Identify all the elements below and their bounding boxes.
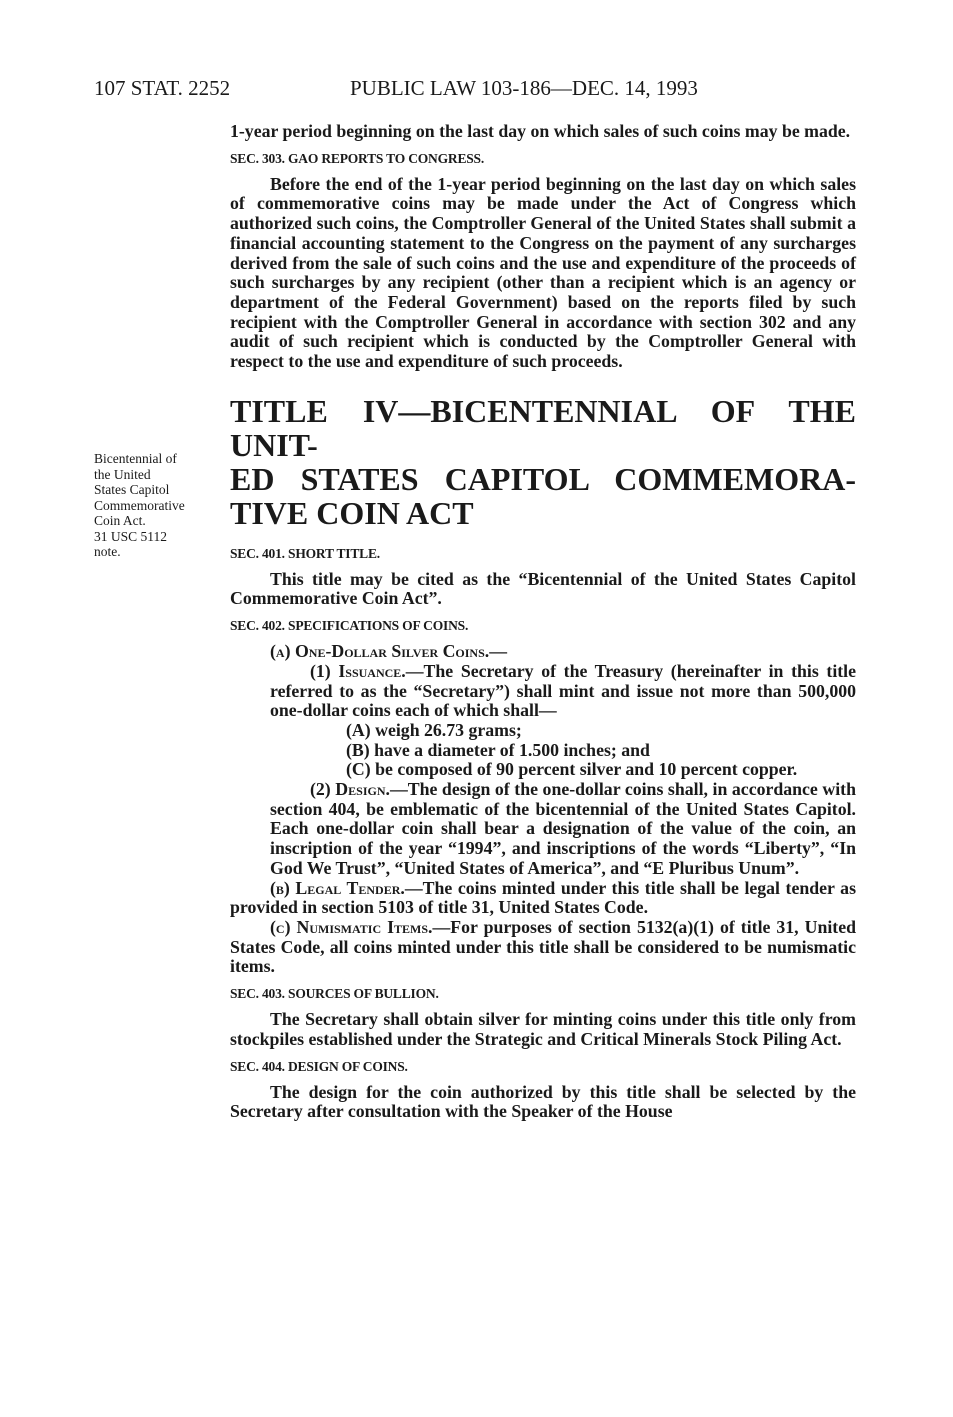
continuation-paragraph: 1-year period beginning on the last day on which sales of such coins may be made. — [230, 121, 851, 141]
margin-note-line: 31 USC 5112 — [94, 528, 168, 544]
page-number: 107 STAT. 2252 — [94, 76, 231, 100]
margin-note-line: the United — [94, 466, 151, 482]
margin-note — [94, 451, 224, 560]
clause-C: (C) be composed of 90 percent silver and 10 percent copper. — [346, 759, 798, 780]
section-heading-404: SEC. 404. DESIGN OF COINS. — [230, 1058, 408, 1074]
title-line: TITLE IV—BICENTENNIAL OF THE UNIT- — [230, 392, 856, 463]
clause-B: (B) have a diameter of 1.500 inches; and — [346, 739, 650, 760]
title-line: ED STATES CAPITOL COMMEMORA- — [230, 460, 856, 497]
margin-note-line: Bicentennial of — [94, 451, 177, 466]
margin-note-line: note. — [94, 544, 121, 559]
section-303-text: Before the end of the 1-year period beginning on the last day on which sales of commemorative coins may be made under the Act of Congress which authorized such coins, the Comptroller General of the United States shall submit a financial accounting statement to the Congress on the payment of any surcharges derived from the sale of such coins and the use and expenditure of the proceeds of such surcharges by any recipient (other than a recipient which is an agency or department of the Federal Government) based on the reports filed by such recipient with the Comptroller General in accordance with section 302 and any audit of such recipient which is conducted by the Comptroller General with respect to the use and expenditure of such proceeds. — [230, 173, 856, 372]
margin-note-line: Commemorative — [94, 497, 185, 513]
section-heading-403: SEC. 403. SOURCES OF BULLION. — [230, 986, 439, 1002]
law-title: PUBLIC LAW 103-186—DEC. 14, 1993 — [350, 76, 698, 100]
section-heading-303: SEC. 303. GAO REPORTS TO CONGRESS. — [230, 150, 485, 166]
section-401-text: This title may be cited as the “Bicentennial of the United States Capitol Commemorative Coin Act”. — [230, 568, 856, 609]
section-403-text: The Secretary shall obtain silver for minting coins under this title only from stockpiles established under the Strategic and Critical Minerals Stock Piling Act. — [230, 1009, 856, 1049]
subsection-c-numismatic: (c) Numismatic Items.—For purposes of section 5132(a)(1) of title 31, United States Code, all coins minted under this title shall be considered to be numismatic items. — [230, 916, 856, 977]
clause-A: (A) weigh 26.73 grams; — [346, 719, 522, 740]
title-heading — [230, 394, 856, 530]
title-line: TIVE COIN ACT — [230, 494, 474, 531]
margin-note-line: States Capitol — [94, 482, 170, 497]
paragraph-2-design: (2) Design.—The design of the one-dollar coins shall, in accordance with section 404, be emblematic of the bicentennial of the United States Capitol. Each one-dollar coin shall bear a designation of the value of the coin, an inscription of the year “1994”, and inscriptions of the words “Liberty”, “In God We Trust”, “United States of America”, and “E Pluribus Unum”. — [270, 779, 856, 878]
margin-note-line: Coin Act. — [94, 513, 146, 528]
body-text — [230, 122, 856, 1122]
paragraph-1-issuance: (1) Issuance.—The Secretary of the Treasury (hereinafter in this title referred to as the “Secretary”) shall mint and issue not more than 500,000 one-dollar coins each of which shall— — [270, 660, 857, 721]
section-heading-401: SEC. 401. SHORT TITLE. — [230, 545, 380, 561]
section-heading-402: SEC. 402. SPECIFICATIONS OF COINS. — [230, 618, 469, 634]
subsection-a-heading: (a) One-Dollar Silver Coins.— — [270, 641, 507, 662]
section-404-text: The design for the coin authorized by this title shall be selected by the Secretary after consultation with the Speaker of the House — [230, 1081, 856, 1122]
subsection-b-legal-tender: (b) Legal Tender.—The coins minted under this title shall be legal tender as provided in section 5103 of title 31, United States Code. — [230, 877, 856, 918]
